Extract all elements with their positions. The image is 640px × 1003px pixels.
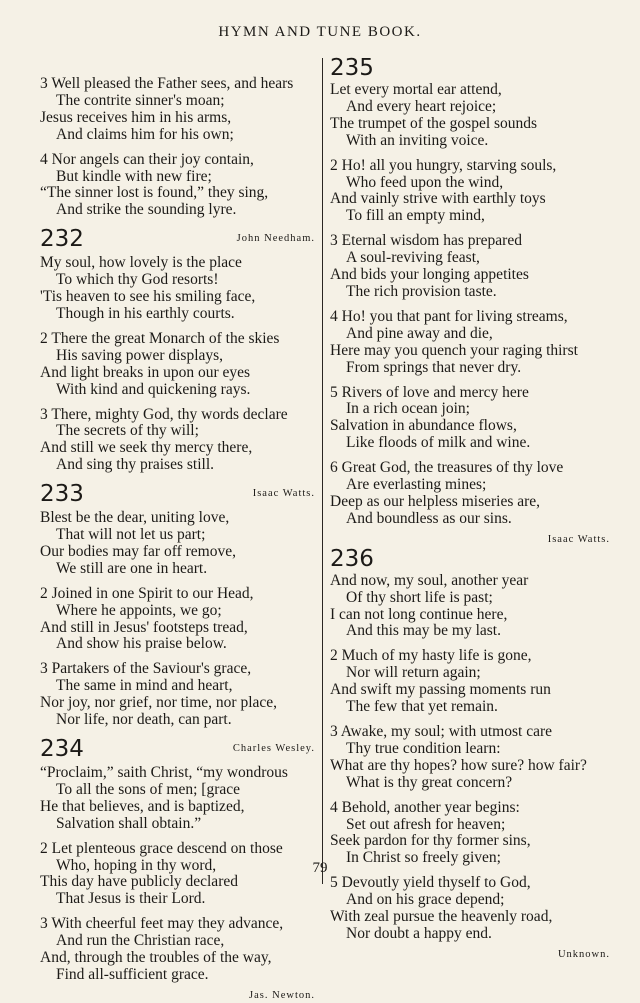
verse-line: 4 Behold, another year begins: [330, 798, 520, 816]
verse-line: From springs that never dry. [346, 358, 522, 376]
verse-line: Here may you quench your raging thirst [330, 341, 578, 359]
verse-line: 3 There, mighty God, thy words declare [40, 405, 288, 423]
verse-line: Salvation in abundance flows, [330, 417, 517, 435]
verse-line: And show his praise below. [56, 635, 227, 653]
verse-line: 3 Awake, my soul; with utmost care [330, 723, 553, 740]
verse [330, 158, 610, 226]
verse-line: To fill an empty mind, [346, 207, 485, 225]
verse-line: Find all-sufficient grace. [56, 965, 209, 983]
verse [330, 724, 610, 792]
verse-line: To which thy God resorts! [56, 271, 219, 289]
verse [40, 76, 315, 144]
verse [330, 309, 610, 377]
hymn-number [40, 737, 315, 763]
verse [40, 661, 315, 729]
verse-line: Nor joy, nor grief, nor time, nor place, [40, 694, 278, 712]
verse [330, 460, 610, 528]
verse-line: And sing thy praises still. [56, 456, 215, 474]
verse-line: But kindle with new fire; [56, 167, 212, 185]
verse [330, 648, 610, 716]
author-credit: Charles Wesley. [232, 743, 315, 754]
verse-line: This day have publicly declared [40, 873, 238, 891]
hymn-number-text: 233 [40, 481, 84, 508]
verse-line: Nor will return again; [346, 664, 481, 682]
verse-line: What is thy great concern? [346, 773, 513, 791]
verse-line: 2 There the great Monarch of the skies [40, 329, 280, 347]
verse-line: I can not long continue here, [330, 605, 508, 623]
hymn-number-text: 232 [40, 226, 84, 253]
verse-line: And, through the troubles of the way, [40, 949, 272, 967]
verse-line: To all the sons of men; [grace [56, 780, 240, 798]
verse-line: Who feed upon the wind, [346, 173, 504, 191]
verse-line: Deep as our helpless miseries are, [330, 492, 541, 510]
verse [330, 82, 610, 150]
verse-line: Nor life, nor death, can part. [56, 711, 232, 729]
column-divider [322, 58, 323, 884]
verse-line: That Jesus is their Lord. [56, 890, 206, 908]
verse-line: His saving power displays, [56, 346, 224, 364]
verse-line: “Proclaim,” saith Christ, “my wondrous [40, 764, 288, 781]
verse-line: And bids your longing appetites [330, 266, 529, 284]
author-credit: Unknown. [557, 948, 610, 960]
verse-line: The secrets of thy will; [56, 422, 199, 440]
verse-line: That will not let us part; [56, 526, 206, 544]
verse-line: And claims him for his own; [56, 125, 234, 143]
author-credit: Isaac Watts. [547, 533, 610, 545]
verse-line: My soul, how lovely is the place [40, 254, 242, 272]
verse-line: 3 Eternal wisdom has prepared [330, 232, 522, 250]
author-credit: Jas. Newton. [249, 989, 315, 1001]
hymn-number [40, 227, 315, 253]
author-credit: John Needham. [236, 233, 315, 245]
verse-line: “The sinner lost is found,” they sing, [40, 184, 269, 202]
verse-line: 2 Ho! all you hungry, starving souls, [330, 156, 557, 174]
verse-line: 2 Let plenteous grace descend on those [40, 839, 283, 857]
verse-line: 4 Ho! you that pant for living streams, [330, 307, 568, 325]
verse-line: What are thy hopes? how sure? how fair? [330, 756, 587, 774]
verse-line: And still in Jesus' footsteps tread, [40, 618, 248, 636]
verse [40, 765, 315, 833]
verse-line: Are everlasting mines; [346, 476, 487, 494]
verse-line: Our bodies may far off remove, [40, 542, 236, 560]
page-header: HYMN AND TUNE BOOK. [218, 24, 422, 40]
verse-line: And now, my soul, another year [330, 571, 529, 589]
verse-line: The few that yet remain. [346, 698, 498, 716]
verse-line: And strike the sounding lyre. [56, 201, 237, 219]
verse-line: Of thy short life is past; [346, 588, 493, 606]
verse-line: Where he appoints, we go; [56, 601, 222, 619]
verse-line: The same in mind and heart, [56, 677, 233, 695]
verse [330, 875, 610, 943]
verse-line: Who, hoping in thy word, [56, 856, 217, 874]
hymn-number: 235 [330, 55, 374, 81]
verse-line: Seek pardon for thy former sins, [330, 832, 531, 850]
verse-line: And on his grace depend; [346, 891, 505, 909]
verse [330, 385, 610, 453]
verse-line: The trumpet of the gospel sounds [330, 114, 538, 132]
author-credit: Isaac Watts. [252, 488, 315, 500]
verse-line: With kind and quickening rays. [56, 380, 251, 398]
verse-line: With an inviting voice. [346, 131, 489, 149]
verse-line: And light breaks in upon our eyes [40, 363, 251, 381]
verse-line: With zeal pursue the heavenly road, [330, 908, 553, 926]
verse [40, 586, 315, 654]
right-column [330, 54, 610, 962]
verse-line: Let every mortal ear attend, [330, 81, 502, 98]
verse-line: Set out afresh for heaven; [346, 815, 506, 833]
verse [40, 152, 315, 220]
verse-line: He that believes, and is baptized, [40, 797, 245, 815]
verse [40, 407, 315, 475]
verse-line: 6 Great God, the treasures of thy love [330, 459, 564, 477]
verse-line: 2 Joined in one Spirit to our Head, [40, 584, 254, 602]
verse-line: Blest be the dear, uniting love, [40, 509, 230, 527]
verse-line: In a rich ocean join; [346, 400, 470, 418]
verse-line: 3 With cheerful feet may they advance, [40, 915, 284, 933]
verse-line: Though in his earthly courts. [56, 304, 235, 322]
verse-line: And this may be my last. [346, 622, 501, 640]
verse-line: We still are one in heart. [56, 559, 208, 577]
verse [330, 800, 610, 868]
verse-line: Like floods of milk and wine. [346, 434, 531, 452]
verse-line: 5 Devoutly yield thyself to God, [330, 874, 531, 892]
hymn-number: 236 [330, 545, 374, 572]
verse [330, 573, 610, 641]
verse-line: A soul-reviving feast, [346, 249, 480, 267]
verse-line: 4 Nor angels can their joy contain, [40, 150, 254, 168]
verse-line: Salvation shall obtain.” [56, 814, 202, 832]
verse-line: And swift my passing moments run [330, 681, 551, 699]
verse-line: And boundless as our sins. [346, 509, 512, 527]
verse-line: In Christ so freely given; [346, 849, 501, 867]
verse-line: The rich provision taste. [346, 282, 497, 300]
verse-line: Jesus receives him in his arms, [40, 108, 232, 126]
verse-line: 2 Much of my hasty life is gone, [330, 647, 532, 665]
verse [40, 255, 315, 323]
verse-line: And still we seek thy mercy there, [40, 439, 253, 457]
verse-line: 'Tis heaven to see his smiling face, [40, 288, 256, 306]
verse-line: And pine away and die, [346, 324, 493, 342]
verse [330, 233, 610, 301]
verse-line: And run the Christian race, [56, 932, 225, 950]
verse-line: Thy true condition learn: [346, 739, 501, 757]
verse-line: The contrite sinner's moan; [56, 91, 225, 109]
verse-line: Nor doubt a happy end. [346, 924, 492, 942]
verse-line: And vainly strive with earthly toys [330, 190, 546, 208]
hymn-number-text: 234 [40, 736, 84, 762]
verse [40, 510, 315, 578]
verse-line: 5 Rivers of love and mercy here [330, 383, 529, 401]
verse [40, 331, 315, 399]
verse-line: And every heart rejoice; [346, 97, 497, 115]
page-number: 79 [312, 860, 328, 876]
hymn-number [40, 482, 315, 508]
verse [40, 916, 315, 984]
verse-line: 3 Partakers of the Saviour's grace, [40, 660, 252, 678]
verse-line: 3 Well pleased the Father sees, and hears [40, 75, 294, 92]
